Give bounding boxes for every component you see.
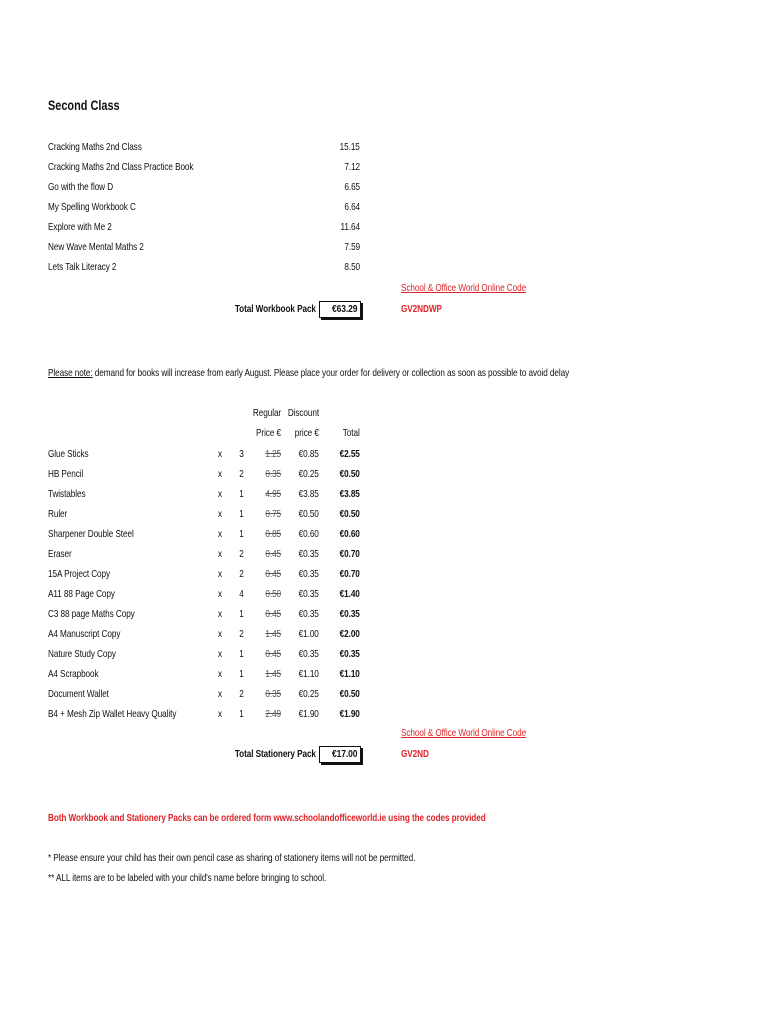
item-quantity: 1	[239, 648, 244, 660]
note-text: demand for books will increase from early August. Please place your order for delivery or collection as soon as possible to avoid delay	[92, 367, 570, 379]
stationery-item-name: Sharpener Double Steel	[48, 528, 134, 540]
workbook-name: My Spelling Workbook C	[48, 201, 136, 213]
workbook-price: 8.50	[344, 261, 360, 273]
stationery-code-link[interactable]: School & Office World Online Code	[401, 727, 527, 739]
header-discount-2: price €	[294, 427, 319, 439]
header-regular-2: Price €	[256, 427, 281, 439]
discount-price: €0.85	[298, 448, 319, 460]
line-total: €0.50	[339, 688, 360, 700]
workbook-price: 7.12	[344, 161, 360, 173]
item-quantity: 1	[239, 708, 244, 720]
item-quantity: 1	[239, 508, 244, 520]
times-sign: x	[218, 668, 223, 680]
workbook-total-value: €63.29	[319, 301, 361, 318]
line-total: €2.55	[339, 448, 360, 460]
stationery-item-name: Twistables	[48, 488, 86, 500]
order-delay-note	[48, 367, 569, 379]
discount-price: €0.60	[298, 528, 319, 540]
times-sign: x	[218, 488, 223, 500]
workbook-price: 15.15	[339, 141, 360, 153]
regular-price: 0.45	[265, 648, 281, 660]
stationery-item-name: Glue Sticks	[48, 448, 89, 460]
workbook-name: Go with the flow D	[48, 181, 114, 193]
regular-price: 0.35	[265, 468, 281, 480]
stationery-item-name: 15A Project Copy	[48, 568, 111, 580]
times-sign: x	[218, 648, 223, 660]
stationery-item-name: A4 Manuscript Copy	[48, 628, 121, 640]
regular-price: 1.25	[265, 448, 281, 460]
item-quantity: 3	[239, 448, 244, 460]
workbook-price: 6.65	[344, 181, 360, 193]
line-total: €0.70	[339, 548, 360, 560]
footnote-pencil-case: * Please ensure your child has their own pencil case as sharing of stationery items will not be permitted.	[48, 852, 416, 864]
regular-price: 0.85	[265, 528, 281, 540]
stationery-item-name: Nature Study Copy	[48, 648, 116, 660]
discount-price: €1.10	[298, 668, 319, 680]
stationery-item-name: B4 + Mesh Zip Wallet Heavy Quality	[48, 708, 177, 720]
line-total: €0.50	[339, 508, 360, 520]
regular-price: 0.45	[265, 608, 281, 620]
workbook-name: New Wave Mental Maths 2	[48, 241, 144, 253]
discount-price: €0.35	[298, 608, 319, 620]
regular-price: 0.45	[265, 548, 281, 560]
discount-price: €0.35	[298, 548, 319, 560]
discount-price: €1.90	[298, 708, 319, 720]
regular-price: 0.75	[265, 508, 281, 520]
line-total: €3.85	[339, 488, 360, 500]
stationery-total-label: Total Stationery Pack	[234, 748, 316, 760]
header-total: Total	[343, 427, 360, 439]
discount-price: €1.00	[298, 628, 319, 640]
order-instructions: Both Workbook and Stationery Packs can be ordered form www.schoolandofficeworld.ie using the codes provided	[48, 812, 486, 824]
times-sign: x	[218, 528, 223, 540]
line-total: €2.00	[339, 628, 360, 640]
workbook-total-label: Total Workbook Pack	[234, 303, 316, 315]
item-quantity: 1	[239, 488, 244, 500]
stationery-item-name: Document Wallet	[48, 688, 109, 700]
regular-price: 0.45	[265, 568, 281, 580]
line-total: €1.90	[339, 708, 360, 720]
discount-price: €0.35	[298, 648, 319, 660]
item-quantity: 2	[239, 568, 244, 580]
stationery-item-name: C3 88 page Maths Copy	[48, 608, 135, 620]
header-discount-1: Discount	[287, 407, 319, 419]
item-quantity: 2	[239, 548, 244, 560]
times-sign: x	[218, 708, 223, 720]
workbook-name: Explore with Me 2	[48, 221, 112, 233]
workbook-code: GV2NDWP	[401, 303, 442, 315]
workbook-name: Cracking Maths 2nd Class	[48, 141, 142, 153]
line-total: €0.50	[339, 468, 360, 480]
times-sign: x	[218, 608, 223, 620]
regular-price: 4.95	[265, 488, 281, 500]
line-total: €1.10	[339, 668, 360, 680]
workbook-name: Lets Talk Literacy 2	[48, 261, 117, 273]
workbook-price: 7.59	[344, 241, 360, 253]
regular-price: 1.45	[265, 668, 281, 680]
stationery-item-name: A4 Scrapbook	[48, 668, 99, 680]
stationery-item-name: A11 88 Page Copy	[48, 588, 115, 600]
discount-price: €0.35	[298, 588, 319, 600]
times-sign: x	[218, 548, 223, 560]
discount-price: €3.85	[298, 488, 319, 500]
times-sign: x	[218, 588, 223, 600]
item-quantity: 2	[239, 688, 244, 700]
workbook-name: Cracking Maths 2nd Class Practice Book	[48, 161, 194, 173]
regular-price: 0.50	[265, 588, 281, 600]
times-sign: x	[218, 688, 223, 700]
item-quantity: 2	[239, 628, 244, 640]
times-sign: x	[218, 568, 223, 580]
stationery-item-name: Eraser	[48, 548, 72, 560]
regular-price: 0.35	[265, 688, 281, 700]
line-total: €1.40	[339, 588, 360, 600]
discount-price: €0.25	[298, 688, 319, 700]
times-sign: x	[218, 508, 223, 520]
item-quantity: 1	[239, 528, 244, 540]
times-sign: x	[218, 448, 223, 460]
discount-price: €0.25	[298, 468, 319, 480]
times-sign: x	[218, 468, 223, 480]
regular-price: 2.49	[265, 708, 281, 720]
regular-price: 1.45	[265, 628, 281, 640]
footnote-labeling: ** ALL items are to be labeled with your child's name before bringing to school.	[48, 872, 327, 884]
header-regular-1: Regular	[252, 407, 281, 419]
line-total: €0.35	[339, 608, 360, 620]
item-quantity: 2	[239, 468, 244, 480]
discount-price: €0.35	[298, 568, 319, 580]
discount-price: €0.50	[298, 508, 319, 520]
item-quantity: 1	[239, 608, 244, 620]
stationery-total-value: €17.00	[319, 746, 361, 763]
note-prefix: Please note:	[48, 367, 93, 379]
line-total: €0.35	[339, 648, 360, 660]
page-title: Second Class	[48, 97, 120, 113]
times-sign: x	[218, 628, 223, 640]
workbook-code-link[interactable]: School & Office World Online Code	[401, 282, 527, 294]
line-total: €0.70	[339, 568, 360, 580]
item-quantity: 4	[239, 588, 244, 600]
workbook-price: 11.64	[340, 221, 360, 233]
stationery-item-name: HB Pencil	[48, 468, 84, 480]
stationery-code: GV2ND	[401, 748, 429, 760]
line-total: €0.60	[339, 528, 360, 540]
workbook-price: 6.64	[344, 201, 360, 213]
item-quantity: 1	[239, 668, 244, 680]
stationery-item-name: Ruler	[48, 508, 68, 520]
